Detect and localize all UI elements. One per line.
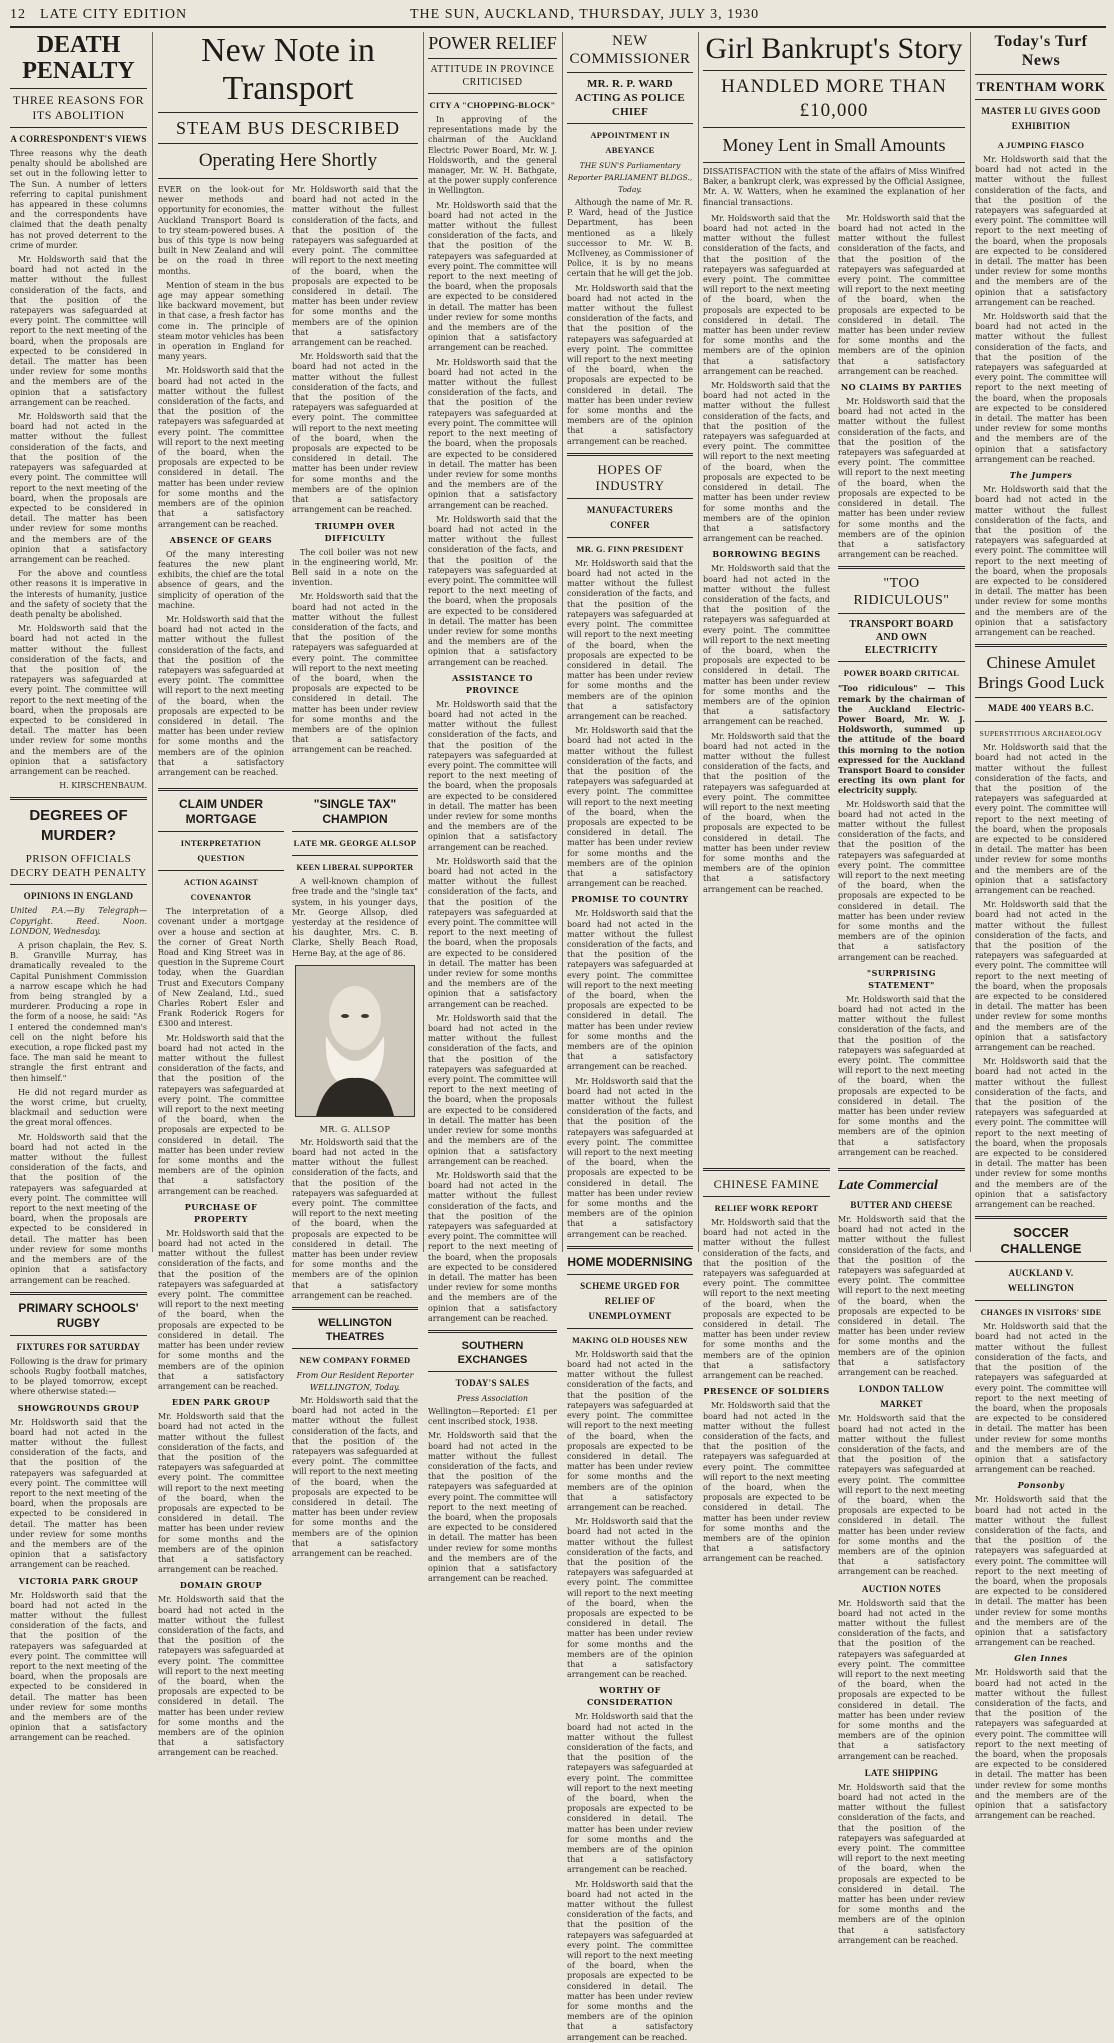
article-kicker: A JUMPING FIASCO — [997, 140, 1085, 150]
column-rule — [423, 32, 424, 1252]
article-headline: LONDON TALLOW MARKET — [858, 1384, 945, 1410]
article-body: For the above and countless other reasons it is imperative in the interests of humanity, justice and the safety of society that the death penalty be abolished. — [10, 569, 147, 619]
article-deck: Money Lent in Small Amounts — [722, 135, 946, 155]
article-subhead: LATE MR. GEORGE ALLSOP — [293, 838, 417, 849]
article-headline: BUTTER AND CHEESE — [850, 1200, 953, 1211]
column-rule — [152, 32, 153, 1252]
article-byline: From Our Resident Reporter WELLINGTON, Today. — [296, 1371, 414, 1393]
article-filler: Mr. Holdsworth said that the board had not acted in the matter without the fullest consideration of the facts, and that the position of the ratepayers was safeguarded at every point. The committee will report to the next meeting of the board, when the proposals are expected to be considered in detail. The matter has been under review for some months and the members are of the opinion that a satisfactory arrangement can be reached. — [158, 1412, 284, 1575]
article-filler: Mr. Holdsworth said that the board had not acted in the matter without the fullest consideration of the facts, and that the position of the ratepayers was safeguarded at every point. The committee will report to the next meeting of the board, when the proposals are expected to be considered in detail. The matter has been under review for some months and the members are of the opinion that a satisfactory arrangement can be reached. — [292, 1137, 418, 1300]
article-headline: "SINGLE TAX" CHAMPION — [313, 797, 397, 827]
article-filler: Mr. Holdsworth said that the board had not acted in the matter without the fullest consideration of the facts, and that the position of the ratepayers was safeguarded at every point. The committee will report to the next meeting of the board, when the proposals are expected to be considered in detail. The matter has been under review for some months and the members are of the opinion that a satisfactory arrangement can be reached. — [567, 1712, 693, 1875]
article-headline: SOUTHERN EXCHANGES — [457, 1339, 528, 1366]
article-filler: Mr. Holdsworth said that the board had not acted in the matter without the fullest consideration of the facts, and that the position of the ratepayers was safeguarded at every point. The committee will report to the next meeting of the board, when the proposals are expected to be considered in detail. The matter has been under review for some months and the members are of the opinion that a satisfactory arrangement can be reached. — [703, 1218, 830, 1381]
article-kicker: MR. G. FINN PRESIDENT — [576, 543, 684, 554]
article-subhead: MADE 400 YEARS B.C. — [988, 704, 1094, 715]
article-subhead: TODAY'S SALES — [455, 1377, 530, 1388]
article-subhead: MANUFACTURERS CONFER — [586, 504, 674, 530]
article-body: Mention of steam in the bus age may appear something like backward movement, but in that case, a fresh factor has come in. The principle of steam motor vehicles has been in operation in England for many years. — [158, 280, 284, 362]
section-label: EDEN PARK GROUP — [171, 1397, 271, 1408]
article-subhead: THREE REASONS FOR ITS ABOLITION — [12, 93, 145, 122]
article-filler: Mr. Holdsworth said that the board had not acted in the matter without the fullest consideration of the facts, and that the position of the ratepayers was safeguarded at every point. The committee will report to the next meeting of the board, when the proposals are expected to be considered in detail. The matter has been under review for some months and the members are of the opinion that a satisfactory arrangement can be reached. — [975, 1495, 1107, 1648]
column-death-penalty — [10, 32, 147, 1743]
article-subhead: PRISON OFFICIALS DECRY DEATH PENALTY — [10, 853, 147, 880]
article-subhead: AUCKLAND V. WELLINGTON — [1007, 1268, 1075, 1294]
article-body: A prison chaplain, the Rev. S. B. Granville Murray, has dramatically revealed to the Capital Punishment Commission a narrow escape which he had from being strangled by a murderer. Producing a rope in the form of a noose, he said: "As I entered the condemned man's cell on the night before his execution, a rope flicked past my face. The man said he meant to strangle the first entrant and then himself." — [10, 941, 147, 1083]
article-filler: Mr. Holdsworth said that the board had not acted in the matter without the fullest consideration of the facts, and that the position of the ratepayers was safeguarded at every point. The committee will report to the next meeting of the board, when the proposals are expected to be considered in detail. The matter has been under review for some months and the members are of the opinion that a satisfactory arrangement can be reached. — [838, 1782, 965, 1945]
section-label: BORROWING BEGINS — [712, 549, 821, 560]
article-body: Following is the draw for primary schools Rugby football matches, to be played tomorrow, except where otherwise stated:— — [10, 1356, 147, 1397]
article-filler: Mr. Holdsworth said that the board had not acted in the matter without the fullest consideration of the facts, and that the position of the ratepayers was safeguarded at every point. The committee will report to the next meeting of the board, when the proposals are expected to be considered in detail. The matter has been under review for some months and the members are of the opinion that a satisfactory arrangement can be reached. — [292, 352, 418, 515]
section-label: TRIUMPH OVER DIFFICULTY — [314, 520, 396, 543]
article-filler: Mr. Holdsworth said that the board had not acted in the matter without the fullest consideration of the facts, and that the position of the ratepayers was safeguarded at every point. The committee will report to the next meeting of the board, when the proposals are expected to be considered in detail. The matter has been under review for some months and the members are of the opinion that a satisfactory arrangement can be reached. — [975, 900, 1107, 1053]
article-headline: PRIMARY SCHOOLS' RUGBY — [18, 1300, 139, 1330]
article-filler: Mr. Holdsworth said that the board had not acted in the matter without the fullest consideration of the facts, and that the position of the ratepayers was safeguarded at every point. The committee will report to the next meeting of the board, when the proposals are expected to be considered in detail. The matter has been under review for some months and the members are of the opinion that a satisfactory arrangement can be reached. — [567, 1879, 693, 2042]
article-body: Although the name of Mr. R. P. Ward, head of the Justice Department, has been mentioned as a likely successor to Mr. W. B. McIlveney, as Commissioner of Police, it is by no means certain that he will get the job. — [567, 198, 693, 279]
article-body: In approving of the representations made by the chairman of the Auckland Electric Power Board, Mr. W. J. Holdsworth, and the general manager, Mr. W. H. Bathgate, at the power supply conference in Wellington. — [428, 115, 557, 196]
article-dateline: United P.A.—By Telegraph—Copyright. Reed. Noon. LONDON, Wednesday. — [10, 906, 147, 936]
column-bankrupt — [703, 32, 965, 1945]
masthead — [10, 4, 1106, 28]
photo-caption: MR. G. ALLSOP — [319, 1124, 391, 1134]
article-byline: THE SUN'S Parliamentary Reporter PARLIAMENT BLDGS., Today. — [567, 161, 693, 194]
article-filler: Mr. Holdsworth said that the board had not acted in the matter without the fullest consideration of the facts, and that the position of the ratepayers was safeguarded at every point. The committee will report to the next meeting of the board, when the proposals are expected to be considered in detail. The matter has been under review for some months and the members are of the opinion that a satisfactory arrangement can be reached. — [838, 1414, 965, 1577]
article-filler: Mr. Holdsworth said that the board had not acted in the matter without the fullest consideration of the facts, and that the position of the ratepayers was safeguarded at every point. The committee will report to the next meeting of the board, when the proposals are expected to be considered in detail. The matter has been under review for some months and the members are of the opinion that a satisfactory arrangement can be reached. — [975, 485, 1107, 637]
article-filler: Mr. Holdsworth said that the board had not acted in the matter without the fullest consideration of the facts, and that the position of the ratepayers was safeguarded at every point. The committee will report to the next meeting of the board, when the proposals are expected to be considered in detail. The matter has been under review for some months and the members are of the opinion that a satisfactory arrangement can be reached. — [838, 1215, 965, 1378]
article-filler: Mr. Holdsworth said that the board had not acted in the matter without the fullest consideration of the facts, and that the position of the ratepayers was safeguarded at every point. The committee will report to the next meeting of the board, when the proposals are expected to be considered in detail. The matter has been under review for some months and the members are of the opinion that a satisfactory arrangement can be reached. — [428, 856, 557, 1009]
article-filler: Mr. Holdsworth said that the board had not acted in the matter without the fullest consideration of the facts, and that the position of the ratepayers was safeguarded at every point. The committee will report to the next meeting of the board, when the proposals are expected to be considered in detail. The matter has been under review for some months and the members are of the opinion that a satisfactory arrangement can be reached. — [158, 366, 284, 529]
paper-dateline: THE SUN, AUCKLAND, THURSDAY, JULY 3, 1930 — [410, 7, 760, 22]
column-rule — [562, 32, 563, 1252]
article-headline: Chinese Amulet Brings Good Luck — [977, 653, 1105, 693]
article-kicker: CHANGES IN VISITORS' SIDE — [980, 1308, 1102, 1318]
article-body: Three reasons why the death penalty should be abolished are set out in the following letter to The Sun. A number of letters referring to capital punishment has appeared in these columns and the correspondents have claimed that the death penalty has not proved deterrent to the crime of murder. — [10, 149, 147, 250]
article-filler: Mr. Holdsworth said that the board had not acted in the matter without the fullest consideration of the facts, and that the position of the ratepayers was safeguarded at every point. The committee will report to the next meeting of the board, when the proposals are expected to be considered in detail. The matter has been under review for some months and the members are of the opinion that a satisfactory arrangement can be reached. — [703, 731, 830, 894]
article-headline: "TOO RIDICULOUS" — [853, 576, 950, 609]
article-headline: HOME MODERNISING — [567, 1254, 693, 1269]
section-title: Late Commercial — [838, 1178, 938, 1194]
article-filler: Mr. Holdsworth said that the board had not acted in the matter without the fullest consideration of the facts, and that the position of the ratepayers was safeguarded at every point. The committee will report to the next meeting of the board, when the proposals are expected to be considered in detail. The matter has been under review for some months and the members are of the opinion that a satisfactory arrangement can be reached. — [567, 909, 693, 1072]
article-subhead: MR. R. P. WARD ACTING AS POLICE CHIEF — [575, 78, 685, 118]
section-label: ABSENCE OF GEARS — [169, 534, 273, 545]
article-kicker: CITY A "CHOPPING-BLOCK" — [429, 100, 556, 110]
article-subhead: HANDLED MORE THAN £10,000 — [721, 76, 947, 121]
article-body: The coil boiler was not new in the engineering world, Mr. Bell said in a note on the invention. — [292, 547, 418, 588]
section-label: "SURPRISING STATEMENT" — [866, 967, 937, 990]
article-signature: H. KIRSCHENBAUM. — [59, 781, 147, 791]
article-filler: Mr. Holdsworth said that the board had not acted in the matter without the fullest consideration of the facts, and that the position of the ratepayers was safeguarded at every point. The committee will report to the next meeting of the board, when the proposals are expected to be considered in detail. The matter has been under review for some months and the members are of the opinion that a satisfactory arrangement can be reached. — [838, 397, 965, 560]
column-rule — [698, 32, 699, 1252]
article-subhead: RELIEF WORK REPORT — [714, 1203, 819, 1214]
article-body: He did not regard murder as the worst crime, but cruelty, blackmail and seduction were the great moral offences. — [10, 1087, 147, 1128]
article-filler: Mr. Holdsworth said that the board had not acted in the matter without the fullest consideration of the facts, and that the position of the ratepayers was safeguarded at every point. The committee will report to the next meeting of the board, when the proposals are expected to be considered in detail. The matter has been under review for some months and the members are of the opinion that a satisfactory arrangement can be reached. — [158, 1595, 284, 1758]
article-headline: CHINESE FAMINE — [713, 1177, 820, 1192]
section-label: ASSISTANCE TO PROVINCE — [452, 672, 533, 695]
article-filler: Mr. Holdsworth said that the board had not acted in the matter without the fullest consideration of the facts, and that the position of the ratepayers was safeguarded at every point. The committee will report to the next meeting of the board, when the proposals are expected to be considered in detail. The matter has been under review for some months and the members are of the opinion that a satisfactory arrangement can be reached. — [10, 255, 147, 407]
column-power-relief — [428, 32, 557, 1584]
article-kicker: MAKING OLD HOUSES NEW — [572, 1335, 688, 1345]
article-headline: Girl Bankrupt's Story — [705, 32, 963, 65]
article-headline: NEW COMMISSIONER — [569, 33, 691, 67]
article-filler: Mr. Holdsworth said that the board had not acted in the matter without the fullest consideration of the facts, and that the position of the ratepayers was safeguarded at every point. The committee will report to the next meeting of the board, when the proposals are expected to be considered in detail. The matter has been under review for some months and the members are of the opinion that a satisfactory arrangement can be reached. — [292, 592, 418, 755]
article-filler: Mr. Holdsworth said that the board had not acted in the matter without the fullest consideration of the facts, and that the position of the ratepayers was safeguarded at every point. The committee will report to the next meeting of the board, when the proposals are expected to be considered in detail. The matter has been under review for some months and the members are of the opinion that a satisfactory arrangement can be reached. — [703, 381, 830, 544]
article-filler: Mr. Holdsworth said that the board had not acted in the matter without the fullest consideration of the facts, and that the position of the ratepayers was safeguarded at every point. The committee will report to the next meeting of the board, when the proposals are expected to be considered in detail. The matter has been under review for some months and the members are of the opinion that a satisfactory arrangement can be reached. — [975, 743, 1107, 895]
section-label: PURCHASE OF PROPERTY — [184, 1201, 258, 1224]
article-kicker: OPINIONS IN ENGLAND — [23, 891, 134, 902]
article-filler: Mr. Holdsworth said that the board had not acted in the matter without the fullest consideration of the facts, and that the position of the ratepayers was safeguarded at every point. The committee will report to the next meeting of the board, when the proposals are expected to be considered in detail. The matter has been under review for some months and the members are of the opinion that a satisfactory arrangement can be reached. — [703, 1401, 830, 1564]
article-filler: Mr. Holdsworth said that the board had not acted in the matter without the fullest consideration of the facts, and that the position of the ratepayers was safeguarded at every point. The committee will report to the next meeting of the board, when the proposals are expected to be considered in detail. The matter has been under review for some months and the members are of the opinion that a satisfactory arrangement can be reached. — [838, 799, 965, 962]
section-label: DOMAIN GROUP — [179, 1580, 263, 1591]
article-filler: Mr. Holdsworth said that the board had not acted in the matter without the fullest consideration of the facts, and that the position of the ratepayers was safeguarded at every point. The committee will report to the next meeting of the board, when the proposals are expected to be considered in detail. The matter has been under review for some months and the members are of the opinion that a satisfactory arrangement can be reached. — [975, 312, 1107, 464]
article-subhead: INTERPRETATION QUESTION — [180, 838, 262, 864]
article-filler: Mr. Holdsworth said that the board had not acted in the matter without the fullest consideration of the facts, and that the position of the ratepayers was safeguarded at every point. The committee will report to the next meeting of the board, when the proposals are expected to be considered in detail. The matter has been under review for some months and the members are of the opinion that a satisfactory arrangement can be reached. — [567, 558, 693, 721]
article-filler: Mr. Holdsworth said that the board had not acted in the matter without the fullest consideration of the facts, and that the position of the ratepayers was safeguarded at every point. The committee will report to the next meeting of the board, when the proposals are expected to be considered in detail. The matter has been under review for some months and the members are of the opinion that a satisfactory arrangement can be reached. — [158, 1228, 284, 1391]
section-label: PROMISE TO COUNTRY — [571, 894, 689, 905]
article-kicker: APPOINTMENT IN ABEYANCE — [590, 130, 670, 155]
section-label: Glen Innes — [1014, 1653, 1068, 1664]
article-headline: DEGREES OF MURDER? — [29, 807, 128, 845]
article-kicker: SUPERSTITIOUS ARCHAEOLOGY — [979, 729, 1103, 739]
article-filler: Mr. Holdsworth said that the board had not acted in the matter without the fullest consideration of the facts, and that the position of the ratepayers was safeguarded at every point. The committee will report to the next meeting of the board, when the proposals are expected to be considered in detail. The matter has been under review for some months and the members are of the opinion that a satisfactory arrangement can be reached. — [428, 514, 557, 667]
section-label: SHOWGROUNDS GROUP — [17, 1402, 140, 1413]
article-headline: POWER RELIEF — [428, 33, 557, 53]
article-filler: Mr. Holdsworth said that the board had not acted in the matter without the fullest consideration of the facts, and that the position of the ratepayers was safeguarded at every point. The committee will report to the next meeting of the board, when the proposals are expected to be considered in detail. The matter has been under review for some months and the members are of the opinion that a satisfactory arrangement can be reached. — [428, 1013, 557, 1166]
article-subhead: SCHEME URGED FOR RELIEF OF UNEMPLOYMENT — [580, 1280, 680, 1321]
article-filler: Mr. Holdsworth said that the board had not acted in the matter without the fullest consideration of the facts, and that the position of the ratepayers was safeguarded at every point. The committee will report to the next meeting of the board, when the proposals are expected to be considered in detail. The matter has been under review for some months and the members are of the opinion that a satisfactory arrangement can be reached. — [975, 1668, 1107, 1821]
article-kicker: KEEN LIBERAL SUPPORTER — [296, 863, 414, 873]
article-headline: Today's Turf News — [994, 33, 1088, 69]
section-label: WORTHY OF CONSIDERATION — [586, 1685, 674, 1708]
article-lead: EVER on the look-out for newer methods and opportunity for economies, the Auckland Transport Board is to try steam-powered buses. A bus of this type is now being built in New Zealand and will be on the road in three months. — [158, 185, 284, 276]
edition-label: LATE CITY EDITION — [40, 7, 188, 22]
article-headline: AUCTION NOTES — [861, 1583, 942, 1594]
article-filler: Mr. Holdsworth said that the board had not acted in the matter without the fullest consideration of the facts, and that the position of the ratepayers was safeguarded at every point. The committee will report to the next meeting of the board, when the proposals are expected to be considered in detail. The matter has been under review for some months and the members are of the opinion that a satisfactory arrangement can be reached. — [567, 1076, 693, 1239]
article-filler: Mr. Holdsworth said that the board had not acted in the matter without the fullest consideration of the facts, and that the position of the ratepayers was safeguarded at every point. The committee will report to the next meeting of the board, when the proposals are expected to be considered in detail. The matter has been under review for some months and the members are of the opinion that a satisfactory arrangement can be reached. — [703, 564, 830, 727]
article-filler: Mr. Holdsworth said that the board had not acted in the matter without the fullest consideration of the facts, and that the position of the ratepayers was safeguarded at every point. The committee will report to the next meeting of the board, when the proposals are expected to be considered in detail. The matter has been under review for some months and the members are of the opinion that a satisfactory arrangement can be reached. — [428, 200, 557, 353]
article-filler: Mr. Holdsworth said that the board had not acted in the matter without the fullest consideration of the facts, and that the position of the ratepayers was safeguarded at every point. The committee will report to the next meeting of the board, when the proposals are expected to be considered in detail. The matter has been under review for some months and the members are of the opinion that a satisfactory arrangement can be reached. — [292, 185, 418, 348]
article-filler: Mr. Holdsworth said that the board had not acted in the matter without the fullest consideration of the facts, and that the position of the ratepayers was safeguarded at every point. The committee will report to the next meeting of the board, when the proposals are expected to be considered in detail. The matter has been under review for some months and the members are of the opinion that a satisfactory arrangement can be reached. — [838, 994, 965, 1157]
article-subhead: FIXTURES FOR SATURDAY — [16, 1341, 141, 1352]
section-label: NO CLAIMS BY PARTIES — [840, 382, 963, 393]
article-body: Wellington—Reported: £1 per cent inscribed stock, 1938. — [428, 1406, 557, 1427]
article-filler: Mr. Holdsworth said that the board had not acted in the matter without the fullest consideration of the facts, and that the position of the ratepayers was safeguarded at every point. The committee will report to the next meeting of the board, when the proposals are expected to be considered in detail. The matter has been under review for some months and the members are of the opinion that a satisfactory arrangement can be reached. — [975, 1322, 1107, 1475]
column-commissioner — [567, 32, 693, 2042]
article-subhead: ATTITUDE IN PROVINCE CRITICISED — [430, 64, 555, 88]
article-filler: Mr. Holdsworth said that the board had not acted in the matter without the fullest consideration of the facts, and that the position of the ratepayers was safeguarded at every point. The committee will report to the next meeting of the board, when the proposals are expected to be considered in detail. The matter has been under review for some months and the members are of the opinion that a satisfactory arrangement can be reached. — [567, 283, 693, 446]
article-filler: Mr. Holdsworth said that the board had not acted in the matter without the fullest consideration of the facts, and that the position of the ratepayers was safeguarded at every point. The committee will report to the next meeting of the board, when the proposals are expected to be considered in detail. The matter has been under review for some months and the members are of the opinion that a satisfactory arrangement can be reached. — [428, 357, 557, 510]
article-deck: Operating Here Shortly — [198, 150, 378, 171]
article-kicker: POWER BOARD CRITICAL — [843, 668, 960, 679]
article-filler: Mr. Holdsworth said that the board had not acted in the matter without the fullest consideration of the facts, and that the position of the ratepayers was safeguarded at every point. The committee will report to the next meeting of the board, when the proposals are expected to be considered in detail. The matter has been under review for some months and the members are of the opinion that a satisfactory arrangement can be reached. — [292, 1396, 418, 1559]
article-kicker: ACTION AGAINST COVENANTOR — [183, 878, 259, 903]
article-filler: Mr. Holdsworth said that the board had not acted in the matter without the fullest consideration of the facts, and that the position of the ratepayers was safeguarded at every point. The committee will report to the next meeting of the board, when the proposals are expected to be considered in detail. The matter has been under review for some months and the members are of the opinion that a satisfactory arrangement can be reached. — [567, 726, 693, 889]
section-label: PRESENCE OF SOLDIERS — [703, 1386, 830, 1397]
article-headline: SOCCER CHALLENGE — [1000, 1225, 1082, 1257]
article-filler: Mr. Holdsworth said that the board had not acted in the matter without the fullest consideration of the facts, and that the position of the ratepayers was safeguarded at every point. The committee will report to the next meeting of the board, when the proposals are expected to be considered in detail. The matter has been under review for some months and the members are of the opinion that a satisfactory arrangement can be reached. — [428, 1170, 557, 1323]
column-turf — [975, 32, 1107, 1821]
article-kicker: MASTER LU GIVES GOOD EXHIBITION — [981, 106, 1101, 131]
article-filler: Mr. Holdsworth said that the board had not acted in the matter without the fullest consideration of the facts, and that the position of the ratepayers was safeguarded at every point. The committee will report to the next meeting of the board, when the proposals are expected to be considered in detail. The matter has been under review for some months and the members are of the opinion that a satisfactory arrangement can be reached. — [428, 699, 557, 852]
article-headline: LATE SHIPPING — [864, 1767, 939, 1778]
article-filler: Mr. Holdsworth said that the board had not acted in the matter without the fullest consideration of the facts, and that the position of the ratepayers was safeguarded at every point. The committee will report to the next meeting of the board, when the proposals are expected to be considered in detail. The matter has been under review for some months and the members are of the opinion that a satisfactory arrangement can be reached. — [10, 624, 147, 776]
article-filler: Mr. Holdsworth said that the board had not acted in the matter without the fullest consideration of the facts, and that the position of the ratepayers was safeguarded at every point. The committee will report to the next meeting of the board, when the proposals are expected to be considered in detail. The matter has been under review for some months and the members are of the opinion that a satisfactory arrangement can be reached. — [975, 155, 1107, 307]
article-subhead: TRANSPORT BOARD AND OWN ELECTRICITY — [849, 619, 954, 657]
article-filler: Mr. Holdsworth said that the board had not acted in the matter without the fullest consideration of the facts, and that the position of the ratepayers was safeguarded at every point. The committee will report to the next meeting of the board, when the proposals are expected to be considered in detail. The matter has been under review for some months and the members are of the opinion that a satisfactory arrangement can be reached. — [10, 412, 147, 564]
article-headline: CLAIM UNDER MORTGAGE — [179, 797, 263, 827]
article-byline: Press Association — [456, 1393, 529, 1403]
article-headline: WELLINGTON THEATRES — [318, 1317, 392, 1344]
article-body: Of the many interesting features the new plant exhibits, the chief are the total absence of gears, and the simplicity of operation of the machine. — [158, 549, 284, 610]
article-body: The interpretation of a covenant under a mortgage over a house and section at the corner of Great North Road and King Street was in question in the Supreme Court today, when the Guardian Trust and Executors Company of New Zealand, Ltd., sued Charles Robert Esler and Frank Roderick Rogers for £300 and interest. — [158, 907, 284, 1029]
portrait-photo — [295, 965, 415, 1117]
article-filler: Mr. Holdsworth said that the board had not acted in the matter without the fullest consideration of the facts, and that the position of the ratepayers was safeguarded at every point. The committee will report to the next meeting of the board, when the proposals are expected to be considered in detail. The matter has been under review for some months and the members are of the opinion that a satisfactory arrangement can be reached. — [838, 1598, 965, 1761]
article-subhead: STEAM BUS DESCRIBED — [175, 118, 401, 138]
article-filler: Mr. Holdsworth said that the board had not acted in the matter without the fullest consideration of the facts, and that the position of the ratepayers was safeguarded at every point. The committee will report to the next meeting of the board, when the proposals are expected to be considered in detail. The matter has been under review for some months and the members are of the opinion that a satisfactory arrangement can be reached. — [428, 1431, 557, 1584]
article-filler: Mr. Holdsworth said that the board had not acted in the matter without the fullest consideration of the facts, and that the position of the ratepayers was safeguarded at every point. The committee will report to the next meeting of the board, when the proposals are expected to be considered in detail. The matter has been under review for some months and the members are of the opinion that a satisfactory arrangement can be reached. — [838, 213, 965, 376]
article-filler: Mr. Holdsworth said that the board had not acted in the matter without the fullest consideration of the facts, and that the position of the ratepayers was safeguarded at every point. The committee will report to the next meeting of the board, when the proposals are expected to be considered in detail. The matter has been under review for some months and the members are of the opinion that a satisfactory arrangement can be reached. — [158, 1033, 284, 1196]
page-number: 12 — [10, 7, 26, 22]
column-transport — [158, 32, 418, 1758]
article-subhead: TRENTHAM WORK — [976, 79, 1106, 94]
article-filler: Mr. Holdsworth said that the board had not acted in the matter without the fullest consideration of the facts, and that the position of the ratepayers was safeguarded at every point. The committee will report to the next meeting of the board, when the proposals are expected to be considered in detail. The matter has been under review for some months and the members are of the opinion that a satisfactory arrangement can be reached. — [567, 1517, 693, 1680]
article-filler: Mr. Holdsworth said that the board had not acted in the matter without the fullest consideration of the facts, and that the position of the ratepayers was safeguarded at every point. The committee will report to the next meeting of the board, when the proposals are expected to be considered in detail. The matter has been under review for some months and the members are of the opinion that a satisfactory arrangement can be reached. — [10, 1132, 147, 1285]
section-label: Ponsonby — [1017, 1480, 1065, 1491]
column-rule — [970, 32, 971, 1252]
article-quote: "Too ridiculous" — This remark by the chairman of the Auckland Electric-Power Board, Mr. W. J. Holdsworth, summed up the attitude of the board this morning to the notion expressed for the Auckland Transport Board to consider erecting its own plant for electricity supply. — [838, 683, 965, 796]
article-filler: Mr. Holdsworth said that the board had not acted in the matter without the fullest consideration of the facts, and that the position of the ratepayers was safeguarded at every point. The committee will report to the next meeting of the board, when the proposals are expected to be considered in detail. The matter has been under review for some months and the members are of the opinion that a satisfactory arrangement can be reached. — [158, 614, 284, 777]
article-filler: Mr. Holdsworth said that the board had not acted in the matter without the fullest consideration of the facts, and that the position of the ratepayers was safeguarded at every point. The committee will report to the next meeting of the board, when the proposals are expected to be considered in detail. The matter has been under review for some months and the members are of the opinion that a satisfactory arrangement can be reached. — [975, 1057, 1107, 1210]
article-filler: Mr. Holdsworth said that the board had not acted in the matter without the fullest consideration of the facts, and that the position of the ratepayers was safeguarded at every point. The committee will report to the next meeting of the board, when the proposals are expected to be considered in detail. The matter has been under review for some months and the members are of the opinion that a satisfactory arrangement can be reached. — [703, 213, 830, 376]
section-label: The Jumpers — [1009, 470, 1073, 481]
section-label: VICTORIA PARK GROUP — [18, 1575, 139, 1586]
article-filler: Mr. Holdsworth said that the board had not acted in the matter without the fullest consideration of the facts, and that the position of the ratepayers was safeguarded at every point. The committee will report to the next meeting of the board, when the proposals are expected to be considered in detail. The matter has been under review for some months and the members are of the opinion that a satisfactory arrangement can be reached. — [10, 1590, 147, 1743]
article-headline: HOPES OF INDUSTRY — [595, 461, 665, 493]
article-lead: DISSATISFACTION with the state of the affairs of Miss Winifred Baker, a bankrupt clerk, was expressed by the Official Assignee, Mr. A. W. Watters, when he examined the explanation of her financial transactions. — [703, 167, 965, 207]
article-headline: DEATH PENALTY — [22, 32, 135, 84]
article-kicker: A CORRESPONDENT'S VIEWS — [10, 134, 147, 144]
article-headline: New Note in Transport — [201, 32, 375, 107]
article-subhead: NEW COMPANY FORMED — [299, 1355, 411, 1366]
article-filler: Mr. Holdsworth said that the board had not acted in the matter without the fullest consideration of the facts, and that the position of the ratepayers was safeguarded at every point. The committee will report to the next meeting of the board, when the proposals are expected to be considered in detail. The matter has been under review for some months and the members are of the opinion that a satisfactory arrangement can be reached. — [10, 1417, 147, 1570]
portrait-illustration — [296, 966, 414, 1116]
article-filler: Mr. Holdsworth said that the board had not acted in the matter without the fullest consideration of the facts, and that the position of the ratepayers was safeguarded at every point. The committee will report to the next meeting of the board, when the proposals are expected to be considered in detail. The matter has been under review for some months and the members are of the opinion that a satisfactory arrangement can be reached. — [567, 1349, 693, 1512]
article-body: A well-known champion of free trade and the "single tax" system, in his younger days, Mr. George Allsop, died yesterday at the residence of his daughter, Mrs. C. B. Clarke, Shelly Beach Road, Herne Bay, at the age of 86. — [292, 877, 418, 958]
